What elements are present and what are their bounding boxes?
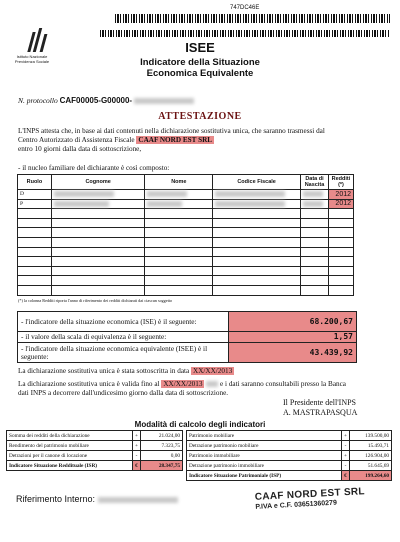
calc-row — [187, 461, 392, 471]
empty-cell — [51, 209, 145, 219]
value-amount: 1,57 — [229, 332, 357, 343]
riferimento-label: Riferimento Interno: — [16, 494, 96, 504]
protocol-value: CAF00005-G00000- — [59, 96, 133, 105]
th-cognome: Cognome — [51, 175, 145, 190]
valida-text-a: La dichiarazione sostitutiva unica è valida fino al — [18, 380, 160, 388]
table-row-empty — [18, 266, 354, 276]
empty-cell — [18, 237, 52, 247]
th-ruolo: Ruolo — [18, 175, 52, 190]
calc-value: 7.323,75 — [141, 441, 183, 451]
table-row-empty — [18, 276, 354, 286]
calc-total-label: Indicatore Situazione Reddituale (ISR) — [7, 461, 133, 471]
logo-caption-line1: Istituto Nazionale — [16, 54, 48, 59]
empty-cell — [145, 209, 213, 219]
calc-value: 0,00 — [141, 451, 183, 461]
cell-cognome — [51, 190, 145, 200]
subtitle-line2: Economica Equivalente — [146, 68, 254, 79]
empty-cell — [145, 228, 213, 238]
empty-cell — [328, 257, 353, 267]
empty-cell — [328, 266, 353, 276]
empty-cell — [145, 285, 213, 295]
calc-table-patrimoniale — [186, 430, 392, 481]
empty-cell — [18, 209, 52, 219]
table-row-empty — [18, 247, 354, 257]
table-row — [18, 199, 354, 209]
empty-cell — [213, 237, 301, 247]
table-row-empty — [18, 218, 354, 228]
empty-cell — [51, 228, 145, 238]
cell-cognome — [51, 199, 145, 209]
calc-total-row — [187, 471, 392, 481]
empty-cell — [213, 257, 301, 267]
th-codice-fiscale: Codice Fiscale — [213, 175, 301, 190]
empty-cell — [18, 228, 52, 238]
empty-cell — [301, 209, 329, 219]
empty-cell — [51, 266, 145, 276]
attestazione-heading: ATTESTAZIONE — [158, 111, 242, 122]
value-amount: 43.439,92 — [229, 343, 357, 363]
stamp-line2: P.IVA e C.F. 03651360279 — [255, 499, 338, 511]
caaf-stamp — [255, 486, 366, 511]
attestazione-paragraph — [18, 127, 390, 154]
cell-nome — [145, 199, 213, 209]
empty-cell — [18, 285, 52, 295]
sottoscritta-line — [18, 367, 390, 376]
empty-cell — [18, 218, 52, 228]
sottoscritta-text: La dichiarazione sostitutiva unica è stata sottoscritta in data — [18, 367, 190, 375]
empty-cell — [145, 247, 213, 257]
valida-text-b: e i dati saranno consultabili presso la Banca — [220, 380, 346, 388]
valida-date: XX/XX/2013 — [163, 380, 203, 388]
value-amount: 68.200,67 — [229, 312, 357, 332]
calc-label: Somma dei redditi della dichiarazione — [7, 431, 133, 441]
cell-ruolo: P — [18, 199, 52, 209]
empty-cell — [213, 285, 301, 295]
empty-cell — [213, 218, 301, 228]
empty-cell — [328, 276, 353, 286]
empty-cell — [328, 228, 353, 238]
empty-cell — [213, 266, 301, 276]
calc-label: Detrazione patrimonio mobiliare — [187, 441, 342, 451]
redacted-block — [54, 191, 114, 197]
para1-line-b — [18, 136, 390, 145]
value-label: - l'indicatore della situazione economica (ISE) è il seguente: — [18, 312, 229, 332]
cell-redditi: 2012 — [328, 199, 353, 209]
calc-sign: + — [133, 431, 141, 441]
calc-sign: - — [342, 441, 350, 451]
redacted-block — [303, 201, 323, 207]
calc-label: Rendimento del patrimonio mobiliare — [7, 441, 133, 451]
empty-cell — [51, 276, 145, 286]
table-row-empty — [18, 237, 354, 247]
barcode-top — [115, 14, 390, 23]
table-row-empty — [18, 257, 354, 267]
redacted-block — [303, 191, 323, 197]
calc-row — [187, 451, 392, 461]
caaf-name-highlight: CAAF NORD EST SRL — [138, 136, 213, 144]
calc-sign: + — [342, 431, 350, 441]
empty-cell — [51, 237, 145, 247]
redacted-block — [215, 201, 285, 207]
empty-cell — [51, 247, 145, 257]
empty-cell — [145, 257, 213, 267]
calc-total-label: Indicatore Situazione Patrimoniale (ISP) — [187, 471, 342, 481]
calc-row — [7, 441, 183, 451]
value-row-scala — [18, 332, 357, 343]
table-row-empty — [18, 228, 354, 238]
empty-cell — [18, 266, 52, 276]
calc-row — [187, 431, 392, 441]
redacted-block — [54, 201, 109, 207]
calc-label: Patrimonio immobiliare — [187, 451, 342, 461]
empty-cell — [213, 247, 301, 257]
empty-cell — [328, 218, 353, 228]
redacted-block — [206, 381, 218, 387]
calc-sign: + — [133, 441, 141, 451]
calc-total-value: 199.264,60 — [350, 471, 392, 481]
barcode-number: 747DC46E — [230, 5, 260, 11]
calc-row — [7, 431, 183, 441]
cell-data-nascita — [301, 199, 329, 209]
empty-cell — [145, 237, 213, 247]
para1-line-a: L'INPS attesta che, in base ai dati contenuti nella dichiarazione sostitutiva unica, che saranno trasmessi dal — [18, 127, 325, 135]
th-data-nascita: Data di Nascita — [301, 175, 329, 190]
calc-value: 21.024,00 — [141, 431, 183, 441]
empty-cell — [213, 209, 301, 219]
protocol-label: N. protocollo — [18, 96, 58, 105]
empty-cell — [213, 276, 301, 286]
president-title: Il Presidente dell'INPS — [283, 398, 356, 407]
isee-values-table — [17, 311, 357, 363]
calc-value: 126.904,00 — [350, 451, 392, 461]
valida-line-c: dati INPS a decorrere dall'undicesimo giorno dalla data di sottoscrizione. — [18, 389, 229, 397]
empty-cell — [301, 237, 329, 247]
cell-data-nascita — [301, 190, 329, 200]
empty-cell — [328, 209, 353, 219]
calc-label: Detrazione patrimonio immobiliare — [187, 461, 342, 471]
barcode-second — [100, 30, 390, 37]
empty-cell — [145, 266, 213, 276]
empty-cell — [145, 218, 213, 228]
empty-cell — [145, 276, 213, 286]
empty-cell — [18, 247, 52, 257]
protocol-line — [18, 96, 194, 105]
calc-sign: - — [342, 461, 350, 471]
redacted-block — [215, 191, 285, 197]
cell-codice-fiscale — [213, 199, 301, 209]
value-row-isee — [18, 343, 357, 363]
th-nome: Nome — [145, 175, 213, 190]
valida-paragraph — [18, 380, 390, 398]
value-label: - l'indicatore della situazione economica equivalente (ISEE) è il seguente: — [18, 343, 229, 363]
riferimento-interno — [16, 494, 178, 504]
subtitle-line1: Indicatore della Situazione — [140, 57, 260, 68]
sottoscritta-date: XX/XX/2013 — [193, 367, 233, 375]
empty-cell — [301, 257, 329, 267]
empty-cell — [328, 285, 353, 295]
calc-total-sign: € — [342, 471, 350, 481]
para1-caaf-text: Centro Autorizzato di Assistenza Fiscale — [18, 136, 135, 144]
empty-cell — [301, 276, 329, 286]
empty-cell — [213, 228, 301, 238]
empty-cell — [301, 218, 329, 228]
logo-caption-line2: Previdenza Sociale — [14, 59, 50, 64]
family-members-table — [17, 174, 354, 296]
calc-label: Patrimonio mobiliare — [187, 431, 342, 441]
calc-label: Detrazioni per il canone di locazione — [7, 451, 133, 461]
empty-cell — [18, 257, 52, 267]
calc-sign: - — [133, 451, 141, 461]
calc-row — [187, 441, 392, 451]
cell-codice-fiscale — [213, 190, 301, 200]
calc-total-value: 28.347,75 — [141, 461, 183, 471]
redacted-block — [147, 201, 182, 207]
redacted-block — [134, 98, 194, 104]
th-redditi: Redditi (*) — [328, 175, 353, 190]
calc-total-row — [7, 461, 183, 471]
page-title: ISEE — [185, 40, 215, 55]
redacted-block — [147, 191, 187, 197]
table-footnote: (*) la colonna Redditi riporta l'anno di riferimento dei redditi dichiarati dai ciascun soggetto — [18, 298, 173, 303]
table-row-empty — [18, 285, 354, 295]
empty-cell — [51, 257, 145, 267]
empty-cell — [301, 266, 329, 276]
cell-redditi: 2012 — [328, 190, 353, 200]
calc-total-sign: € — [133, 461, 141, 471]
cell-ruolo: D — [18, 190, 52, 200]
calc-title: Modalità di calcolo degli indicatori — [134, 420, 266, 429]
empty-cell — [301, 285, 329, 295]
calc-value: 139.500,00 — [350, 431, 392, 441]
empty-cell — [51, 285, 145, 295]
valida-line-a — [18, 380, 390, 389]
table-row-empty — [18, 209, 354, 219]
empty-cell — [51, 218, 145, 228]
empty-cell — [301, 228, 329, 238]
value-row-ise — [18, 312, 357, 332]
stamp-line1: CAAF NORD EST SRL — [254, 486, 366, 503]
calc-value: 51.645,69 — [350, 461, 392, 471]
table-header-row — [18, 175, 354, 190]
para2: - il nucleo familiare del dichiarante è così composto: — [18, 164, 170, 172]
table-row — [18, 190, 354, 200]
calc-row — [7, 451, 183, 461]
empty-cell — [328, 247, 353, 257]
cell-nome — [145, 190, 213, 200]
empty-cell — [328, 237, 353, 247]
redacted-block — [98, 497, 178, 503]
calc-table-reddituale — [6, 430, 183, 471]
para1-line-c: entro 10 giorni dalla data di sottoscrizione, — [18, 145, 142, 153]
empty-cell — [301, 247, 329, 257]
president-name: A. MASTRAPASQUA — [283, 408, 358, 417]
value-label: - il valore della scala di equivalenza è il seguente: — [18, 332, 229, 343]
empty-cell — [18, 276, 52, 286]
calc-sign: + — [342, 451, 350, 461]
calc-value: 15.493,71 — [350, 441, 392, 451]
